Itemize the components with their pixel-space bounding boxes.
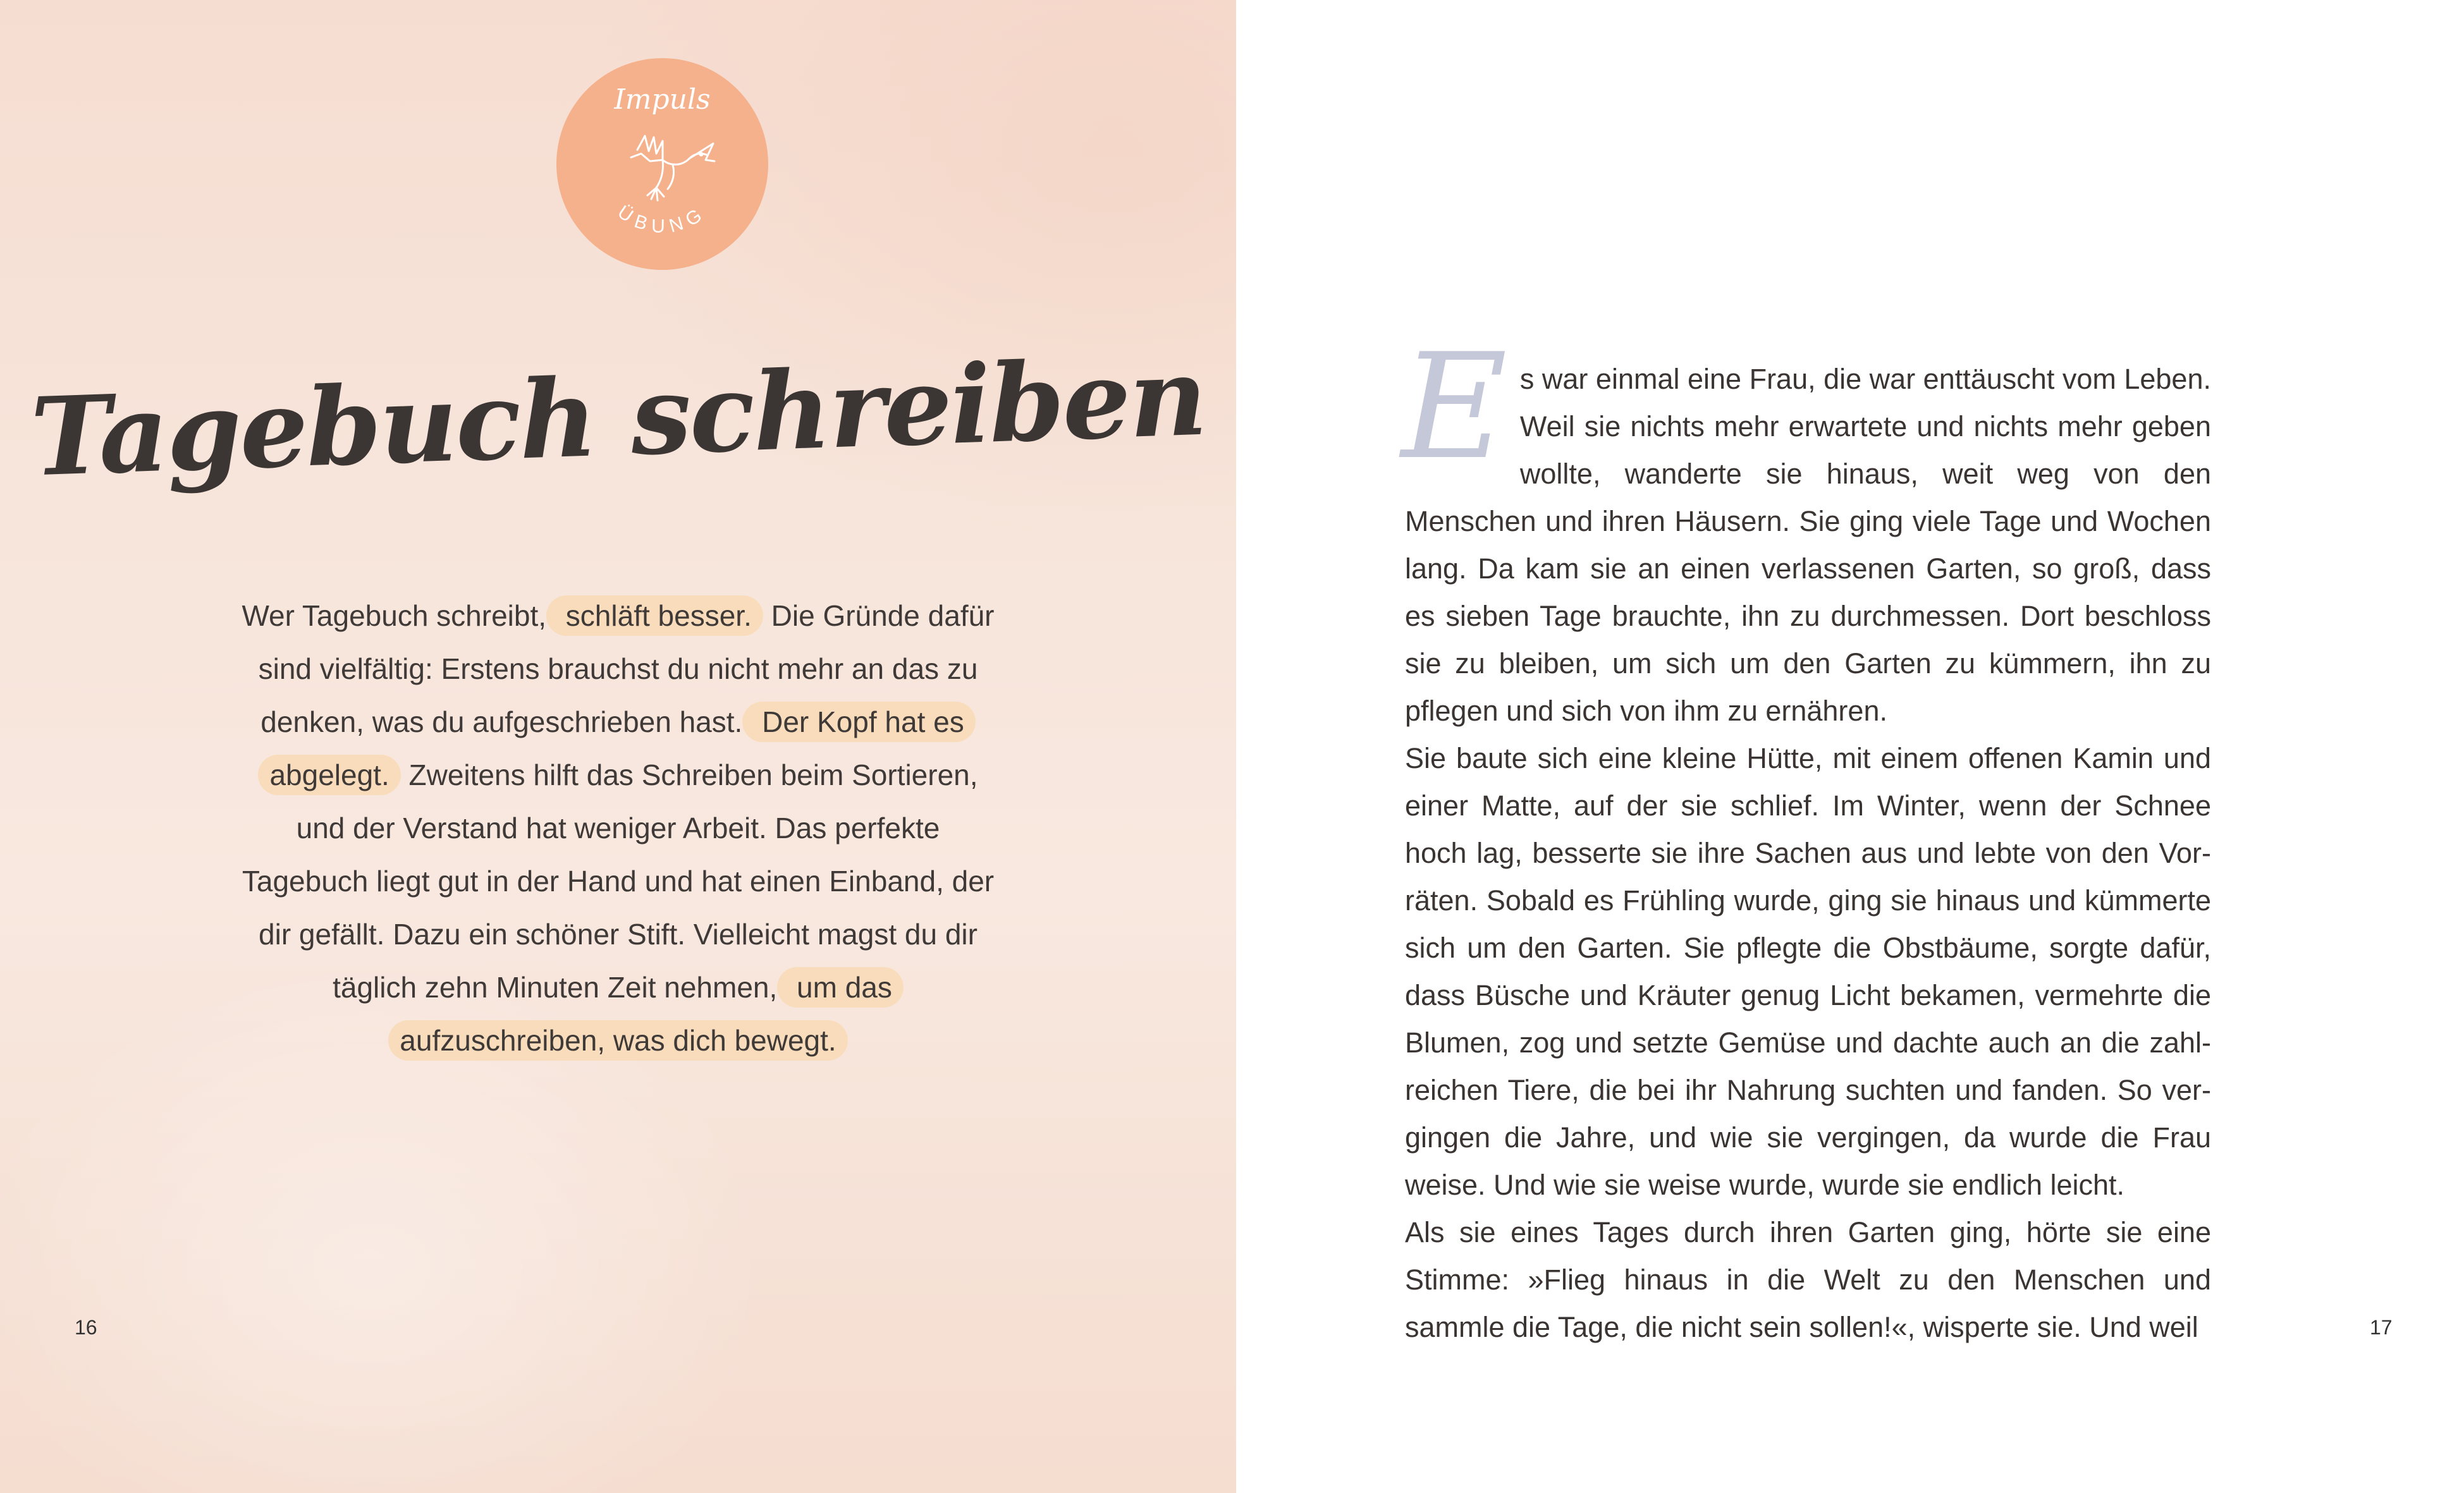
highlight-sleep: schläft besser. [546, 595, 763, 636]
story-text [1401, 323, 2211, 1351]
impuls-badge [556, 58, 768, 270]
badge-arc-label [556, 58, 768, 270]
badge-top-text: Impuls [614, 83, 711, 116]
drop-cap: E [1401, 323, 1507, 492]
intro-text-segment: Die Gründe dafür sind vielfältig: Erstens brauchst du nicht mehr an das zu denken, was du aufgeschrieben hast. [258, 599, 995, 738]
page-number-right: 17 [2370, 1316, 2393, 1339]
story-paragraph: Es war einmal eine Frau, die war enttäuscht vom Leben. Weil sie nichts mehr erwartete und nichts mehr geben wollte, wanderte sie hinaus, weit weg von den Menschen und ihren Häusern. Sie ging viele Tage und Wochen lang. Da kam sie an einen verlassenen Garten, so groß, dass es sieben Tage brauchte, ihn zu durchmessen. Dort beschloss sie zu bleiben, um sich um den Garten zu kümmern, ihn zu pflegen und sich von ihm zu ernähren. [1401, 323, 2211, 727]
page-title: Tagebuch schreiben [28, 333, 1208, 501]
story-paragraph: Als sie eines Tages durch ihren Garten ging, hörte sie eine Stimme: »Flieg hinaus in die Welt zu den Menschen und sammle die Tage, die nicht sein sollen!«, wisperte sie. Und weil [1405, 1216, 2211, 1343]
highlight-head: Der Kopf hat es abgelegt. [258, 702, 975, 795]
story-paragraph: Sie baute sich eine kleine Hütte, mit einem offenen Kamin und einer Matte, auf der sie schlief. Im Winter, wenn der Schnee hoch lag, besserte sie ihre Sachen aus und lebte von den Vorräten. Sobald es Frühling wurde, ging sie hinaus und kümmerte sich um den Garten. Sie pflegte die Obstbäume, sorgte dafür, dass Büsche und Kräuter genug Licht bekamen, vermehrte die Blumen, zog und setzte Gemüse und dachte auch an die zahlreichen Tiere, die bei ihr Nahrung suchten und fanden. So vergingen die Jahre, und wie sie vergingen, da wurde die Frau weise. Und wie sie weise wurde, wurde sie endlich leicht. [1405, 742, 2211, 1201]
highlight-write: um das aufzuschreiben, was dich bewegt. [388, 967, 904, 1061]
badge-bottom-text: ÜBUNG [613, 201, 711, 237]
svg-text:ÜBUNG [614, 202, 711, 237]
intro-text-segment: Zweitens hilft das Schreiben beim Sortieren, und der Verstand hat weniger Arbeit. Das perfekte Tagebuch liegt gut in der Hand und hat einen Einband, der dir gefällt. Dazu ein schöner Stift. Vielleicht magst du dir täglich zehn Minuten Zeit nehmen, [242, 759, 995, 1004]
intro-text-segment: Wer Tagebuch schreibt, [242, 599, 547, 632]
intro-text [240, 589, 996, 1067]
page-number-left: 16 [75, 1316, 97, 1339]
